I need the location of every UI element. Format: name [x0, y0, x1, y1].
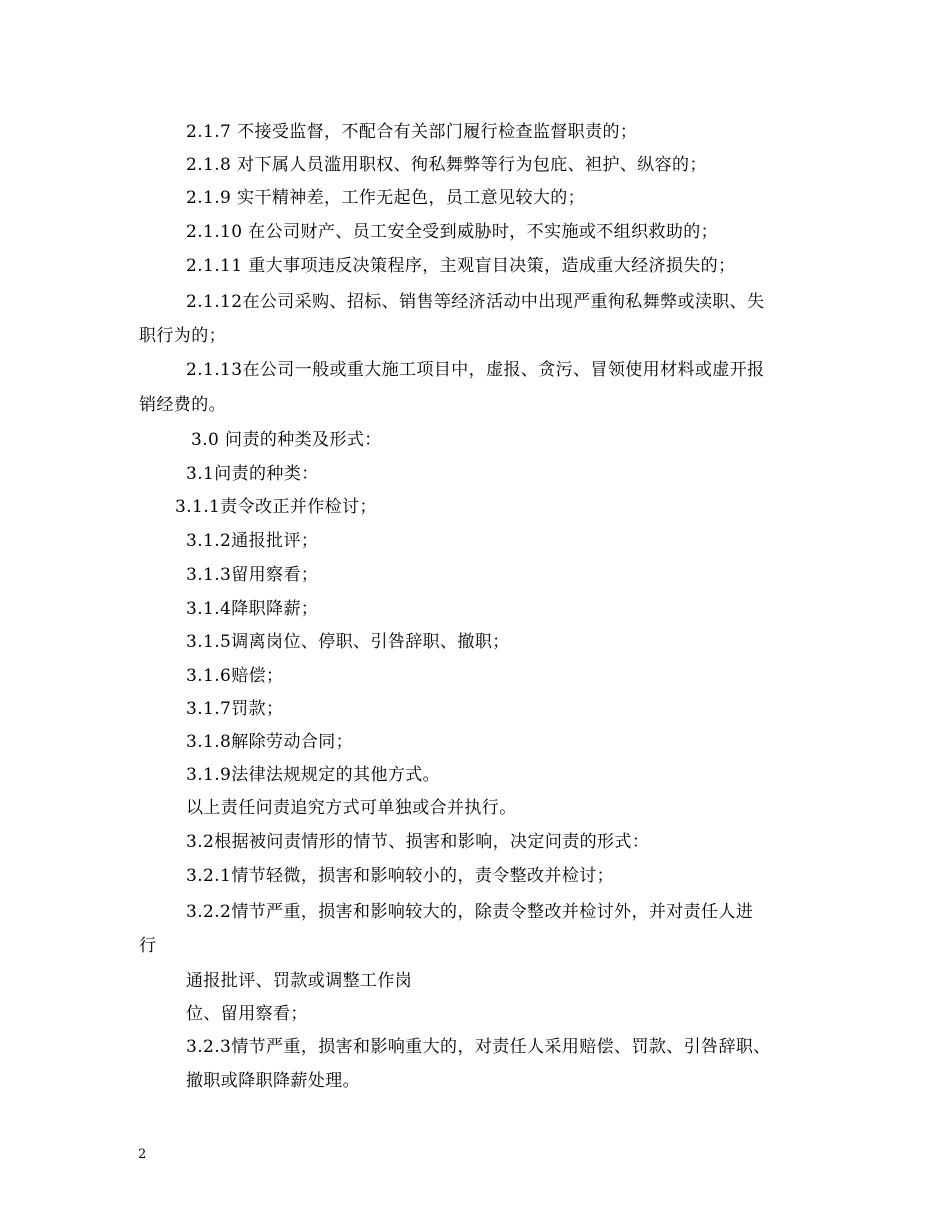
subsection-heading-3-2: 3.2根据被问责情形的情节、损害和影响，决定问责的形式：: [186, 832, 650, 852]
text-line-summary: 以上责任问责追究方式可单独或合并执行。: [186, 798, 517, 818]
text-line-2-1-11: 2.1.11 重大事项违反决策程序，主观盲目决策，造成重大经济损失的；: [186, 256, 736, 276]
text-line-2-1-12-continued: 职行为的；: [139, 326, 226, 346]
text-line-2-1-7: 2.1.7 不接受监督，不配合有关部门履行检查监督职责的；: [186, 122, 638, 142]
list-item-3-2-2-continued-2: 通报批评、罚款或调整工作岗: [186, 971, 413, 991]
text-line-2-1-10: 2.1.10 在公司财产、员工安全受到威胁时，不实施或不组织救助的；: [186, 222, 719, 242]
list-item-3-2-2: 3.2.2情节严重，损害和影响较大的，除责令整改并检讨外，并对责任人进: [186, 902, 754, 922]
text-line-2-1-13-continued: 销经费的。: [139, 395, 226, 415]
list-item-3-2-3-continued: 撤职或降职降薪处理。: [186, 1071, 360, 1091]
text-line-2-1-12: 2.1.12在公司采购、招标、销售等经济活动中出现严重徇私舞弊或渎职、失: [186, 292, 765, 312]
list-item-3-2-3: 3.2.3情节严重，损害和影响重大的，对责任人采用赔偿、罚款、引咎辞职、: [186, 1037, 771, 1057]
list-item-3-1-4: 3.1.4降职降薪；: [186, 599, 319, 619]
section-heading-3-0: 3.0 问责的种类及形式：: [191, 430, 382, 450]
list-item-3-1-7: 3.1.7罚款；: [186, 699, 284, 719]
list-item-3-1-2: 3.1.2通报批评；: [186, 531, 319, 551]
subsection-heading-3-1: 3.1问责的种类：: [186, 464, 319, 484]
list-item-3-2-2-continued: 行: [139, 936, 157, 956]
text-line-2-1-8: 2.1.8 对下属人员滥用职权、徇私舞弊等行为包庇、袒护、纵容的；: [186, 155, 707, 175]
list-item-3-1-9: 3.1.9法律法规规定的其他方式。: [186, 765, 441, 785]
list-item-3-2-2-continued-3: 位、留用察看；: [186, 1004, 308, 1024]
list-item-3-1-6: 3.1.6赔偿；: [186, 666, 284, 686]
page-number: 2: [138, 1147, 147, 1162]
list-item-3-2-1: 3.2.1情节轻微，损害和影响较小的，责令整改并检讨；: [186, 866, 615, 886]
list-item-3-1-8: 3.1.8解除劳动合同；: [186, 732, 354, 752]
list-item-3-1-1: 3.1.1责令改正并作检讨；: [175, 497, 377, 517]
text-line-2-1-13: 2.1.13在公司一般或重大施工项目中，虚报、贪污、冒领使用材料或虚开报: [186, 360, 765, 380]
text-line-2-1-9: 2.1.9 实干精神差，工作无起色，员工意见较大的；: [186, 188, 586, 208]
list-item-3-1-3: 3.1.3留用察看；: [186, 565, 319, 585]
list-item-3-1-5: 3.1.5调离岗位、停职、引咎辞职、撤职；: [186, 632, 510, 652]
